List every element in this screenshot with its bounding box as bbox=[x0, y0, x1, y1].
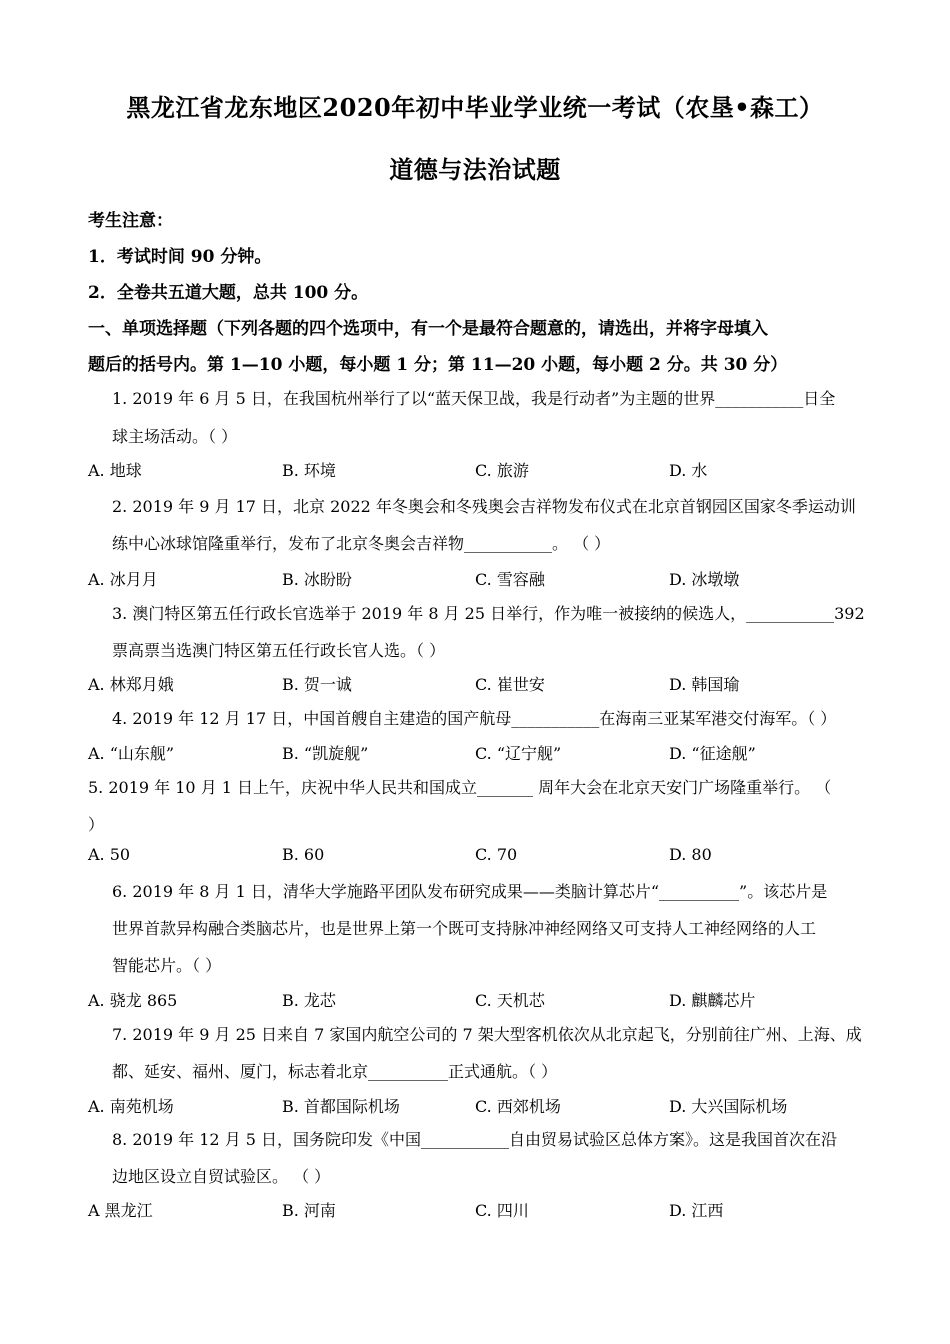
question-5-option-b: B. 60 bbox=[282, 845, 325, 864]
question-7-option-a: A. 南苑机场 bbox=[88, 1097, 174, 1116]
section-heading-line-2: 题后的括号内。第 1—10 小题，每小题 1 分；第 11—20 小题，每小题 2 分。共 30 分） bbox=[88, 355, 788, 375]
question-5-line-1: 5. 2019 年 10 月 1 日上午，庆祝中华人民共和国成立_______ 周年大会在北京天安门广场隆重举行。 （ bbox=[88, 778, 832, 797]
question-8-line-2: 边地区设立自贸试验区。 （ ） bbox=[112, 1167, 331, 1186]
question-5-line-2: ） bbox=[88, 815, 105, 834]
question-6-option-d: D. 麒麟芯片 bbox=[669, 991, 756, 1010]
question-3-option-c: C. 崔世安 bbox=[475, 675, 545, 694]
question-5-option-a: A. 50 bbox=[88, 845, 131, 864]
question-6-line-1: 6. 2019 年 8 月 1 日，清华大学施路平团队发布研究成果——类脑计算芯片“__________”。该芯片是 bbox=[112, 882, 828, 901]
question-2-option-b: B. 冰盼盼 bbox=[282, 570, 352, 589]
question-1-option-a: A. 地球 bbox=[88, 461, 142, 480]
question-7-line-2: 都、延安、福州、厦门，标志着北京__________正式通航。（ ） bbox=[112, 1062, 558, 1081]
question-5-option-c: C. 70 bbox=[475, 845, 518, 864]
question-6-line-2: 世界首款异构融合类脑芯片，也是世界上第一个既可支持脉冲神经网络又可支持人工神经网络的人工 bbox=[112, 919, 817, 938]
exam-title: 黑龙江省龙东地区2020年初中毕业学业统一考试（农垦•森工） bbox=[126, 93, 824, 122]
question-6-option-a: A. 骁龙 865 bbox=[88, 991, 178, 1010]
question-6-line-3: 智能芯片。（ ） bbox=[112, 956, 222, 975]
notice-item-1: 1．考试时间 90 分钟。 bbox=[88, 247, 272, 267]
question-1-option-c: C. 旅游 bbox=[475, 461, 529, 480]
question-7-option-b: B. 首都国际机场 bbox=[282, 1097, 400, 1116]
question-7-option-d: D. 大兴国际机场 bbox=[669, 1097, 788, 1116]
question-3-line-2: 票高票当选澳门特区第五任行政长官人选。（ ） bbox=[112, 641, 446, 660]
question-2-line-1: 2. 2019 年 9 月 17 日，北京 2022 年冬奥会和冬残奥会吉祥物发布仪式在北京首钢园区国家冬季运动训 bbox=[112, 497, 856, 516]
question-4-option-d: D. “征途舰” bbox=[669, 744, 756, 763]
question-8-option-c: C. 四川 bbox=[475, 1201, 529, 1220]
question-7-option-c: C. 西郊机场 bbox=[475, 1097, 561, 1116]
question-4-option-a: A. “山东舰” bbox=[88, 744, 175, 763]
question-4-option-b: B. “凯旋舰” bbox=[282, 744, 369, 763]
question-2-line-2: 练中心冰球馆隆重举行，发布了北京冬奥会吉祥物___________。 （ ） bbox=[112, 534, 611, 553]
question-3-option-a: A. 林郑月娥 bbox=[88, 675, 174, 694]
question-2-option-d: D. 冰墩墩 bbox=[669, 570, 740, 589]
section-heading-line-1: 一、单项选择题（下列各题的四个选项中，有一个是最符合题意的，请选出，并将字母填入 bbox=[88, 319, 768, 339]
question-6-option-c: C. 天机芯 bbox=[475, 991, 545, 1010]
question-8-option-a: A 黑龙江 bbox=[88, 1201, 153, 1220]
question-8-option-d: D. 江西 bbox=[669, 1201, 724, 1220]
question-4-line-1: 4. 2019 年 12 月 17 日，中国首艘自主建造的国产航母___________在海南三亚某军港交付海军。（ ） bbox=[112, 709, 837, 728]
question-2-option-a: A. 冰月月 bbox=[88, 570, 158, 589]
notice-item-2: 2．全卷共五道大题，总共 100 分。 bbox=[88, 283, 369, 303]
question-8-option-b: B. 河南 bbox=[282, 1201, 336, 1220]
question-6-option-b: B. 龙芯 bbox=[282, 991, 336, 1010]
question-3-option-b: B. 贺一诚 bbox=[282, 675, 352, 694]
notice-heading: 考生注意： bbox=[88, 211, 173, 231]
question-1-option-b: B. 环境 bbox=[282, 461, 336, 480]
question-8-line-1: 8. 2019 年 12 月 5 日，国务院印发《中国___________自由贸易试验区总体方案》。这是我国首次在沿 bbox=[112, 1130, 838, 1149]
question-1-option-d: D. 水 bbox=[669, 461, 708, 480]
exam-subtitle: 道德与法治试题 bbox=[389, 155, 561, 184]
question-7-line-1: 7. 2019 年 9 月 25 日来自 7 家国内航空公司的 7 架大型客机依次从北京起飞，分别前往广州、上海、成 bbox=[112, 1025, 862, 1044]
question-3-option-d: D. 韩国瑜 bbox=[669, 675, 740, 694]
question-5-option-d: D. 80 bbox=[669, 845, 712, 864]
question-1-line-1: 1. 2019 年 6 月 5 日，在我国杭州举行了以“蓝天保卫战，我是行动者”为主题的世界___________日全 bbox=[112, 389, 836, 408]
question-1-line-2: 球主场活动。（ ） bbox=[112, 427, 238, 446]
question-2-option-c: C. 雪容融 bbox=[475, 570, 545, 589]
question-4-option-c: C. “辽宁舰” bbox=[475, 744, 562, 763]
question-3-line-1: 3. 澳门特区第五任行政长官选举于 2019 年 8 月 25 日举行，作为唯一被接纳的候选人，___________392 bbox=[112, 604, 865, 623]
